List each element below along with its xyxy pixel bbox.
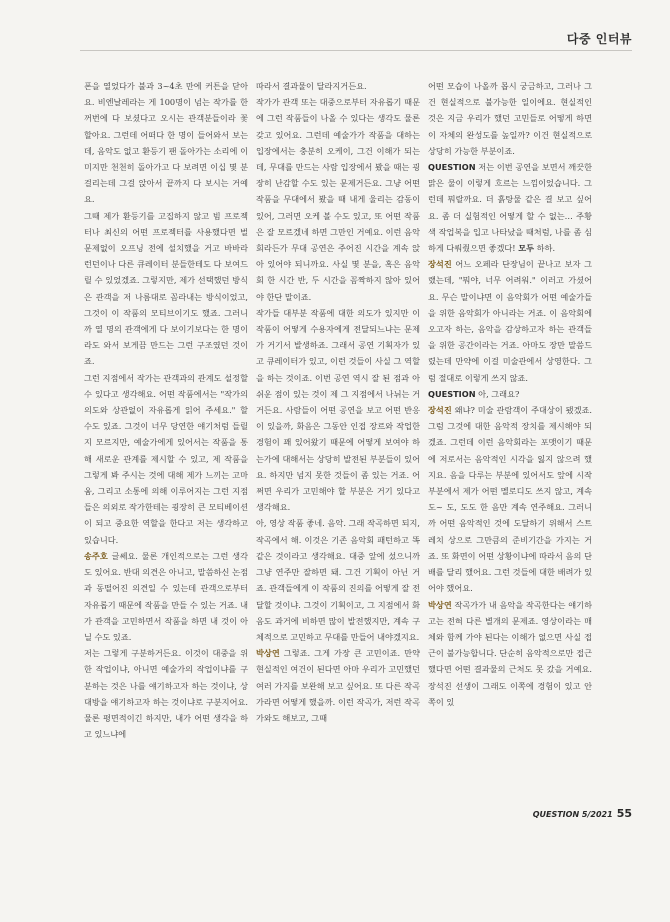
paragraph: 작가들 대부분 작품에 대한 의도가 있지만 이 작품이 어떻게 수용자에게 전달되느냐는 문제가 거기서 발생하죠. 그래서 공연 기획자가 있고 큐레이터가 있고, 이런 것들이 사실 그 역할을 하는 것이죠. 이번 공연 역시 잘 된 점과 아쉬운 점이 있는 것이 제 그 지점에서 나뉘는 거거든요. 사람들이 어떤 공연을 보고 어떤 반응이 있을까, 화음은 그동안 인접 장르와 작업한 경험이 꽤 있어왔기 때문에 어떻게 보여야 하는가에 대해서는 상당히 발전된 부분들이 있어요. 하지만 넘지 못한 것들이 좀 있는 거죠. 어쩌면 우리가 고민해야 할 부분은 거기 있다고 생각해요. — [256, 307, 420, 513]
text-column-3 — [428, 78, 592, 710]
paragraph: 어떤 모습이 나올까 몹시 궁금하고, 그러나 그건 현실적으로 불가능한 일이에요. 현실적인 것은 지금 우리가 했던 고민들로 어떻게 하면 이 자체의 완성도를 높일까? 이건 현실적으로 상당히 가능한 부분이죠. — [428, 81, 592, 156]
paragraph: 그때 제가 환등기를 고집하지 않고 빔 프로젝터나 최신의 어떤 프로젝터를 사용했다면 벌 문제없이 오프닝 전에 설치했을 거고 바바라 런던이나 다른 큐레이터 분들한테도 다 보여드릴 수 있었겠죠. 그렇지만, 제가 선택했던 방식은 관객을 저 나름대로 꼼라내는 방식이었고, 그것이 이 작품의 모티브이기도 했죠. 그러니까 열 명의 관객에게 다 보이기보다는 한 명이라도 와서 보게끔 만드는 그런 구조였던 것이죠. — [84, 210, 248, 367]
speech-text: 글쎄요. 물론 개인적으로는 그런 생각도 있어요. 반대 의견은 아니고, 말씀하신 논점과 동떨어진 의견일 수 있는데 관객으로부터 자유롭기 때문에 작품을 만들 수 있는 거죠. 내가 관객을 고민하면서 작품을 하면 내 것이 아닐 수도 있죠. — [84, 550, 248, 642]
paragraph — [428, 597, 592, 710]
speaker-name: 송주호 — [84, 550, 108, 561]
paragraph — [84, 548, 248, 645]
speaker-name: QUESTION — [428, 388, 476, 399]
text-column-2 — [256, 78, 420, 726]
speech-text: 그렇죠. 그게 가장 큰 고민이죠. 만약 현실적인 여건이 된다면 아마 우리가 고민했던 여러 가지를 보완해 보고 싶어요. 또 다른 작곡가라면 어떻게 했을까. 이런 작곡가, 저런 작곡가와도 해보고, 그때 — [256, 648, 420, 723]
paragraph — [428, 386, 592, 402]
speaker-name: 박상연 — [428, 599, 452, 610]
paragraph: 작가가 관객 또는 대중으로부터 자유롭기 때문에 그런 작품들이 나올 수 있다는 생각도 물론 갖고 있어요. 그런데 예술가가 작품을 대하는 입장에서는 충분히 오케이, 그건 이해가 되는데, 무대를 만드는 사람 입장에서 봤을 때는 굉장히 난감할 수도 있는 문제거든요. 그냥 어떤 작품을 무대에서 봤을 때 내게 울리는 감동이 있어, 그러면 오케 볼 수도 있고, 또 어떤 작품은 잘 모르겠네 하면 그만인 거예요. 이런 음악회라든가 무대 공연은 주어진 시간을 계속 앉아 있어야 되니까요. 사실 몇 분을, 혹은 음악회 한 시간 반, 두 시간을 꼼짝하지 않아 있어야 한단 말이죠. — [256, 97, 420, 302]
speech-text: 하하. — [536, 243, 556, 254]
section-title: 다중 인터뷰 — [566, 32, 632, 46]
page-number: 55 — [616, 807, 632, 820]
paragraph: 폰을 열었다가 불과 3~4초 만에 커튼을 닫아요. 비엔날레라는 게 100명이 넘는 작가를 한꺼번에 다 보셨다고 오시는 관객분들이라 꽃 할아요. 그런데 어떠다 한 명이 들어와서 보는데, 음악도 없고 환등기 팬 돌아가는 소리에 이미지만 천천히 돌아가고 다 보려면 이십 몇 분 걸리는데 그걸 앉아서 끝까지 다 보시는 거예요. — [84, 81, 248, 205]
text-column-1 — [84, 78, 248, 742]
speaker-name: 박상연 — [256, 648, 280, 659]
speech-text: 어느 오페라 단장님이 끝나고 보자 그랬는데, "뭐야, 너무 어려워." 이러고 가셨어요. 무슨 말이냐면 이 음악회가 어떤 예술가들을 위한 음악회가 아니라는 거죠. 이 음악회에 오고자 하는, 음악을 감상하고자 하는 관객들을 위한 공간이라는 거죠. 아마도 장만 말씀드렸는데 만약에 이걸 미술관에서 상영한다. 그럼 절대로 이렇게 쓰지 않죠. — [428, 259, 592, 383]
page-footer — [533, 807, 632, 820]
paragraph: 따라서 결과물이 달라지거든요. — [256, 81, 367, 91]
speaker-name: QUESTION — [428, 162, 476, 173]
paragraph: 그런 지점에서 작가는 관객과의 관계도 설정할 수 있다고 생각해요. 어떤 작품에서는 "작가의 의도와 상관없이 자유롭게 읽어 주세요." 할 수도 있죠. 그것이 너무 당연한 얘기처럼 들릴지 모르지만, 예술가에게 있어서는 작품을 통해 새로운 관계를 제시할 수 있고, 제 작품을 그렇게 봐 주시는 것에 대해 제가 느끼는 고마움, 그리고 소통에 의해 이루어지는 그런 지점들은 의외로 작가한테는 굉장히 큰 모티베이션이 되고 중요한 역할을 한다고 저는 생각하고 있습니다. — [84, 372, 248, 545]
speech-text: 왜냐? 미술 관람객이 주대상이 됐겠죠. 그럼 그것에 대한 음악적 장치를 제시해야 되겠죠. 그런데 이런 음악회라는 포맷이기 때문에 저로서는 음악적인 시각을 잃지 않으려 했지요. 음을 다루는 부분에 있어서도 앞에 시작 부분에서 제가 어떤 멜로디도 쓰지 않고, 계속 도~ 도, 도도 한 음만 계속 연주해요. 그러니까 어떤 음악적인 것에 도달하기 위해서 스트레치 상으로 그만큼의 준비기간을 가지는 거죠. 또 화면이 어떤 상황이냐에 따라서 음의 단배를 달리 했어요. 그런 것들에 대한 배려가 있어야 했어요. — [428, 405, 592, 594]
speech-text: 작곡가가 내 음악을 작곡한다는 얘기하고는 전혀 다른 별개의 문제죠. 영상이라는 매체와 함께 가야 된다는 이해가 없으면 사실 접근이 불가능합니다. 단순히 음악적으로만 접근했다면 어떤 결과물의 근처도 못 갔을 거예요. 장석진 선생이 그래도 이쪽에 경험이 있고 안쪽이 있 — [428, 599, 592, 707]
speech-text: 아, 그래요? — [478, 388, 520, 399]
paragraph — [428, 159, 592, 256]
magazine-issue: QUESTION 5/2021 — [532, 810, 613, 819]
header-rule — [80, 50, 632, 51]
speaker-name: 장석진 — [428, 405, 452, 416]
paragraph — [428, 256, 592, 386]
paragraph — [256, 645, 420, 726]
speech-text: 저는 이번 공연을 보면서 깨끗한 맑은 물이 이렇게 흐르는 느낌이었습니다. 그런데 뭐랄까요. 더 흙탕물 같은 결 보고 싶어요. 좀 더 실험적인 어떻게 할 수 없는… 주황색 작업복을 입고 나타났을 때처럼, 나를 좀 심하게 다뤄줬으면 좋겠다! — [428, 162, 592, 254]
paragraph — [428, 402, 592, 596]
speaker-name: 장석진 — [428, 259, 452, 270]
paragraph: 저는 그렇게 구분하거든요. 이것이 대중을 위한 작업이냐, 아니면 예술가의 작업이냐를 구분하는 것은 나를 얘기하고자 하는 것이냐, 상대방을 얘기하고자 하는 것이냐로 구분지어요. 물론 평면적이긴 하지만, 내가 어떤 생각을 하고 있느냐에 — [84, 648, 248, 740]
paragraph: 아, 영상 작품 좋네. 음악. 그래 작곡하면 되지, 작곡에서 해. 이것은 기존 음악회 패턴하고 똑같은 것이라고 생각해요. 대중 앞에 섰으니까 그냥 연주만 잘하면 돼. 그건 기획이 아닌 거죠. 관객들에게 이 작품의 진의를 어떻게 잘 전달할 것이냐. 그것이 기획이고, 그 지점에서 화음도 과거에 비하면 많이 발전했지만, 계속 구체적으로 고민하고 무대를 만들어 내야겠지요. — [256, 518, 420, 642]
speaker-name: 모두 — [518, 243, 535, 254]
